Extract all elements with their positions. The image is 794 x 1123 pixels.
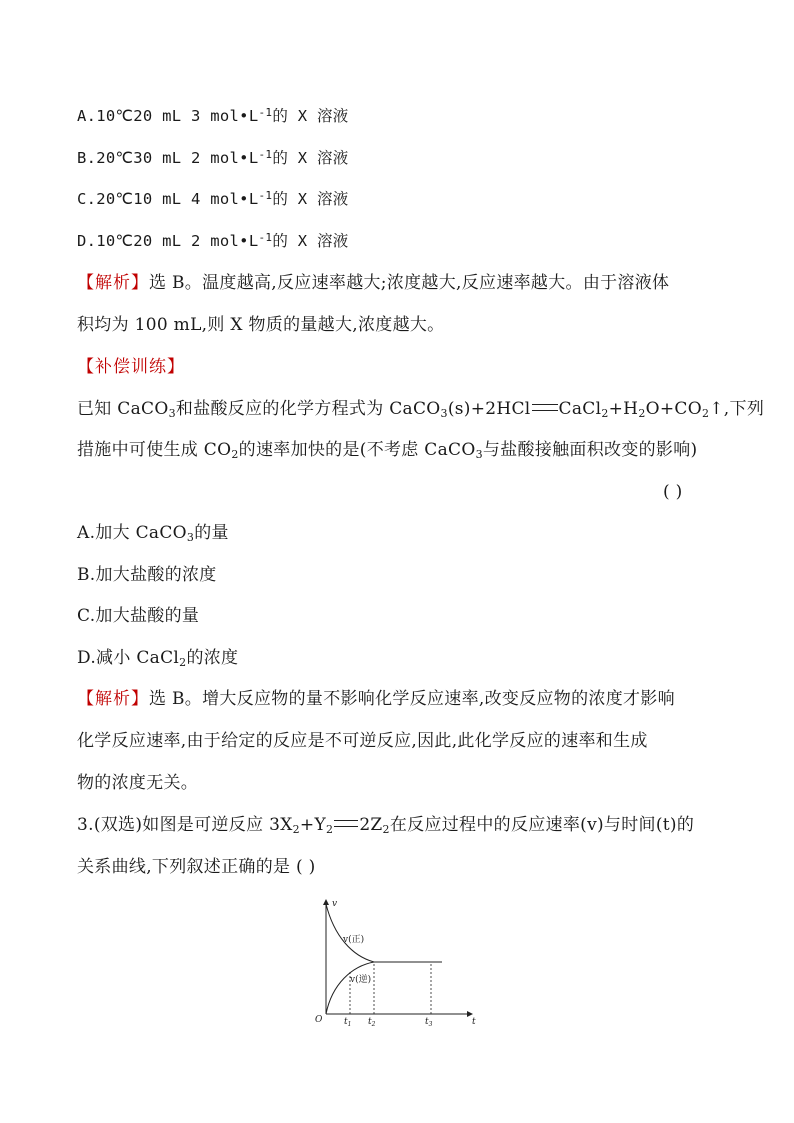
supplement-heading: 【补偿训练】 [77, 357, 185, 377]
t1-label: $t_1$ [344, 1017, 352, 1026]
supplement-option-b: B.加大盐酸的浓度 [77, 565, 217, 585]
analysis-tag: 【解析】 [77, 689, 149, 709]
analysis-1-line-1: 【解析】选 B。温度越高,反应速率越大;浓度越大,反应速率越大。由于溶液体 [77, 273, 670, 293]
origin-label: O [315, 1015, 323, 1025]
equals-sign-icon [334, 820, 358, 827]
forward-rate-label: v(正) [343, 935, 365, 945]
forward-rate-curve [326, 904, 374, 962]
supplement-option-a: A.加大 CaCO$_3$的量 [77, 523, 229, 544]
option-a: A.10℃20 mL 3 $mol•L^{-1}$的 X 溶液 [77, 106, 349, 125]
analysis-1-line-2: 积均为 100 mL,则 X 物质的量越大,浓度越大。 [77, 315, 445, 335]
answer-parentheses: ( ) [663, 482, 683, 502]
supplement-option-c: C.加大盐酸的量 [77, 606, 200, 626]
supplement-question-line-2: 措施中可使生成 $CO_2$的速率加快的是(不考虑 CaCO$_3$与盐酸接触面积改变的影响) [77, 440, 698, 461]
reverse-rate-label: v(逆) [350, 975, 372, 985]
supplement-question-line-1: 已知 CaCO$_3$和盐酸反应的化学方程式为 CaCO$_3$(s)+2HCl $CaCl_2+H_2O+CO_2↑$,下列 [77, 399, 765, 420]
analysis-2-line-1: 【解析】选 B。增大反应物的量不影响化学反应速率,改变反应物的浓度才影响 [77, 689, 675, 709]
t3-label: $t_3$ [425, 1017, 433, 1026]
t2-label: $t_2$ [368, 1017, 376, 1026]
option-b: B.20℃30 mL 2 $mol•L^{-1}$的 X 溶液 [77, 148, 349, 167]
question-3-line-2: 关系曲线,下列叙述正确的是 ( ) [77, 857, 316, 877]
option-c: C.20℃10 mL 4 $mol•L^{-1}$的 X 溶液 [77, 189, 349, 208]
question-3-line-1: 3.(双选)如图是可逆反应 $3X_2+Y_2$ $2Z_2$在反应过程中的反应速率(v)与时间(t)的 [77, 815, 695, 836]
y-axis-label: v [332, 899, 338, 909]
equals-sign-icon [532, 404, 558, 411]
x-axis-label: t [472, 1017, 476, 1026]
rate-time-graph [312, 896, 482, 1026]
analysis-2-line-3: 物的浓度无关。 [77, 773, 199, 793]
analysis-2-line-2: 化学反应速率,由于给定的反应是不可逆反应,因此,此化学反应的速率和生成 [77, 731, 648, 751]
analysis-tag: 【解析】 [77, 273, 149, 293]
supplement-option-d: D.减小 CaCl$_2$的浓度 [77, 648, 239, 669]
option-d: D.10℃20 mL 2 $mol•L^{-1}$的 X 溶液 [77, 231, 349, 250]
